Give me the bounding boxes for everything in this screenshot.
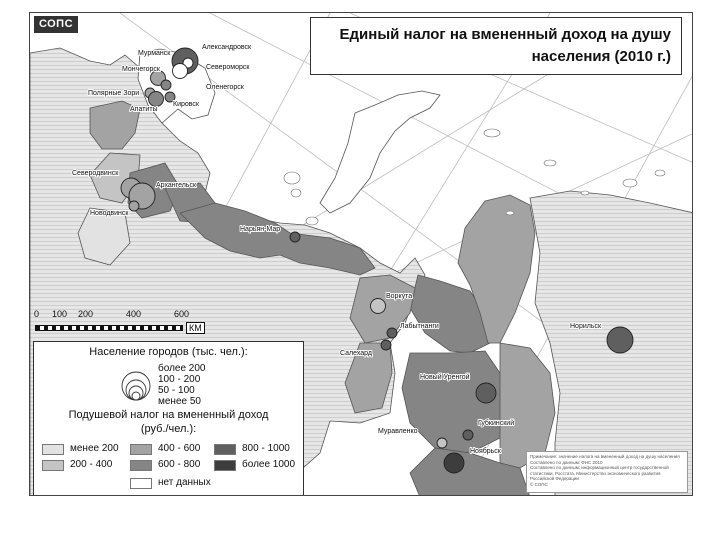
source-note xyxy=(526,451,688,493)
legend-label-600-800: 600 - 800 xyxy=(158,459,201,470)
city-label: Оленегорск xyxy=(206,84,244,91)
city-label: Архангельск xyxy=(156,182,197,189)
legend-swatch-gt1000 xyxy=(214,460,236,471)
city-label: Салехард xyxy=(340,350,372,357)
legend-swatch-800-1000 xyxy=(214,444,236,455)
city-label: Новый Уренгой xyxy=(420,374,470,381)
map-title-line-2: населения (2010 г.) xyxy=(531,48,671,65)
city-label: Нарьян-Мар xyxy=(240,226,281,233)
legend-swatch-no-data xyxy=(130,478,152,489)
legend-tax-title-2: (руб./чел.): xyxy=(140,423,197,435)
legend-swatch-lt200 xyxy=(42,444,64,455)
note-line-6: © СОПС xyxy=(530,481,548,487)
legend-pop-class-3: 50 - 100 xyxy=(158,385,195,396)
map-title-line-1: Единый налог на вмененный доход на душу xyxy=(339,26,671,43)
scale-bar-graphic xyxy=(35,325,183,331)
city-label: Ноябрьск xyxy=(470,448,501,455)
city-label: Норильск xyxy=(570,323,602,330)
city-label: Кировск xyxy=(173,101,199,108)
scale-tick-0: 0 xyxy=(34,309,40,319)
legend-label-no-data: нет данных xyxy=(158,477,211,488)
legend-swatch-200-400 xyxy=(42,460,64,471)
map-frame[interactable] xyxy=(29,12,693,496)
legend-label-400-600: 400 - 600 xyxy=(158,443,201,454)
city-label: Мончегорск xyxy=(122,66,160,73)
city-label: Муравленко xyxy=(378,428,418,435)
city-label: Губкинский xyxy=(478,420,515,427)
city-label: Мурманск xyxy=(138,50,171,57)
map-title xyxy=(310,17,682,75)
legend-label-gt1000: более 1000 xyxy=(242,459,296,470)
city-label: Полярные Зори xyxy=(88,90,140,97)
legend-pop-class-1: более 200 xyxy=(158,363,206,374)
scale-tick-400: 400 xyxy=(126,309,142,319)
legend-circle-sizes-icon xyxy=(114,364,162,402)
note-line-2: Составлено по данным: ФНС 2010 xyxy=(530,459,603,465)
legend-label-800-1000: 800 - 1000 xyxy=(242,443,290,454)
legend-tax-title-1: Подушевой налог на вмененный доход xyxy=(68,409,269,421)
legend-panel xyxy=(33,341,304,496)
legend-population-title: Население городов (тыс. чел.): xyxy=(89,346,248,358)
sops-logo: СОПС xyxy=(34,16,78,33)
legend-label-200-400: 200 - 400 xyxy=(70,459,113,470)
legend-swatch-600-800 xyxy=(130,460,152,471)
note-line-1: Примечание: значение налога на вмененный доход на душу населения xyxy=(530,454,680,459)
legend-swatch-400-600 xyxy=(130,444,152,455)
city-label: Апатиты xyxy=(130,106,158,113)
city-label: Североморск xyxy=(206,64,250,71)
legend-pop-class-2: 100 - 200 xyxy=(158,374,201,385)
city-label: Новодвинск xyxy=(90,210,129,217)
city-label: Северодвинск xyxy=(72,170,119,177)
scale-tick-100: 100 xyxy=(52,309,68,319)
scale-unit: КМ xyxy=(186,322,205,334)
scale-tick-200: 200 xyxy=(78,309,94,319)
city-label: Александровск xyxy=(202,44,252,51)
note-line-5: Российской Федерации xyxy=(530,476,579,482)
legend-pop-class-4: менее 50 xyxy=(158,396,201,407)
legend-label-lt200: менее 200 xyxy=(70,443,119,454)
city-label: Лабытнанги xyxy=(400,323,439,330)
note-line-4: статистики, Росстата, Министерство экономического развития xyxy=(530,470,661,476)
note-line-3: Составлено по данным: информационный центр государственной xyxy=(530,465,669,471)
city-label: Воркута xyxy=(386,293,413,300)
scale-tick-600: 600 xyxy=(174,309,190,319)
map-canvas[interactable] xyxy=(30,13,693,496)
